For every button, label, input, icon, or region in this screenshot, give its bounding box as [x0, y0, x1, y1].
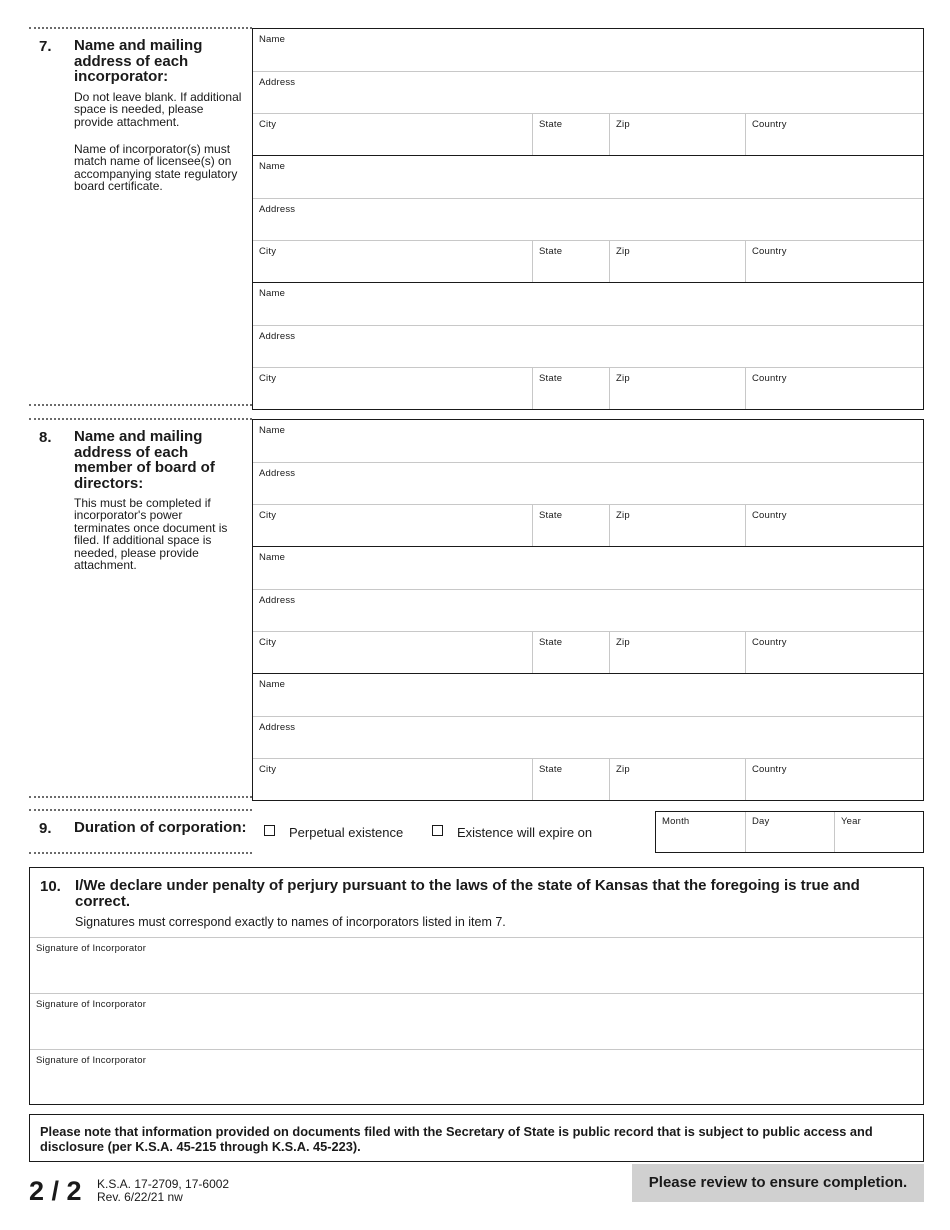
- country-field[interactable]: [745, 632, 923, 673]
- month-field[interactable]: [656, 812, 745, 852]
- country-label: Country: [752, 373, 787, 384]
- zip-field[interactable]: [609, 632, 745, 673]
- signature-field[interactable]: [30, 937, 923, 993]
- year-label: Year: [841, 816, 861, 827]
- name-field[interactable]: [253, 283, 923, 325]
- state-field[interactable]: [532, 114, 609, 155]
- city-state-zip-row: [253, 240, 923, 282]
- section-7-instructions: Do not leave blank. If additional space is needed, please provide attachment.: [74, 90, 242, 129]
- address-label: Address: [259, 722, 296, 733]
- zip-label: Zip: [616, 246, 630, 257]
- name-label: Name: [259, 34, 286, 45]
- statute-citation: [97, 1178, 229, 1203]
- name-field[interactable]: [253, 156, 923, 198]
- perpetual-existence-checkbox[interactable]: [264, 825, 275, 836]
- signature-label: Signature of Incorporator: [36, 943, 147, 954]
- zip-field[interactable]: [609, 368, 745, 409]
- zip-label: Zip: [616, 373, 630, 384]
- city-state-zip-row: [253, 758, 923, 800]
- year-field[interactable]: [834, 812, 923, 852]
- state-label: State: [539, 373, 563, 384]
- country-label: Country: [752, 246, 787, 257]
- address-field[interactable]: [253, 198, 923, 240]
- zip-label: Zip: [616, 119, 630, 130]
- declaration-note: Signatures must correspond exactly to names of incorporators listed in item 7.: [75, 915, 506, 929]
- page-number: 2 / 2: [29, 1176, 82, 1206]
- section-9-title: Duration of corporation:: [74, 819, 247, 836]
- country-field[interactable]: [745, 241, 923, 282]
- state-label: State: [539, 510, 563, 521]
- section-divider: [29, 852, 252, 854]
- section-8-title: Name and mailing address of each member of board of directors:: [74, 428, 215, 492]
- perpetual-existence-label: Perpetual existence: [289, 825, 404, 840]
- address-field[interactable]: [253, 716, 923, 758]
- declaration-box: [29, 867, 924, 1105]
- city-state-zip-row: [253, 504, 923, 546]
- state-label: State: [539, 764, 563, 775]
- section-9-number: 9.: [39, 820, 52, 837]
- state-label: State: [539, 119, 563, 130]
- section-7-title: Name and mailing address of each incorporator:: [74, 37, 203, 85]
- revision-text: Rev. 6/22/21 nw: [97, 1189, 183, 1204]
- city-state-zip-row: [253, 113, 923, 155]
- country-label: Country: [752, 510, 787, 521]
- name-field[interactable]: [253, 674, 923, 716]
- city-label: City: [259, 246, 277, 257]
- country-label: Country: [752, 119, 787, 130]
- incorporator-entry: [253, 155, 923, 282]
- incorporator-entry: [253, 282, 923, 409]
- country-field[interactable]: [745, 505, 923, 546]
- country-field[interactable]: [745, 114, 923, 155]
- city-state-zip-row: [253, 631, 923, 673]
- expire-checkbox[interactable]: [432, 825, 443, 836]
- director-entry: [253, 673, 923, 800]
- name-label: Name: [259, 288, 286, 299]
- zip-field[interactable]: [609, 759, 745, 800]
- name-label: Name: [259, 425, 286, 436]
- declaration-text: I/We declare under penalty of perjury pursuant to the laws of the state of Kansas that the foregoing is true and correct.: [75, 877, 860, 910]
- address-label: Address: [259, 77, 296, 88]
- name-label: Name: [259, 679, 286, 690]
- address-field[interactable]: [253, 589, 923, 631]
- country-field[interactable]: [745, 368, 923, 409]
- state-field[interactable]: [532, 241, 609, 282]
- zip-field[interactable]: [609, 114, 745, 155]
- section-7-note: Name of incorporator(s) must match name of licensee(s) on accompanying state regulatory board certificate.: [74, 142, 238, 194]
- public-record-notice: Please note that information provided on documents filed with the Secretary of State is public record that is subject to public access and disclosure (per K.S.A. 45-215 through K.S.A. 45-223).: [29, 1114, 924, 1162]
- section-8-instructions: This must be completed if incorporator's power terminates once document is filed. If additional space is needed, please provide attachment.: [74, 496, 228, 573]
- city-label: City: [259, 764, 277, 775]
- state-field[interactable]: [532, 505, 609, 546]
- zip-field[interactable]: [609, 241, 745, 282]
- name-label: Name: [259, 552, 286, 563]
- state-label: State: [539, 637, 563, 648]
- city-label: City: [259, 637, 277, 648]
- zip-label: Zip: [616, 637, 630, 648]
- address-label: Address: [259, 595, 296, 606]
- section-divider: [29, 809, 252, 811]
- section-divider: [29, 796, 252, 798]
- statute-text: K.S.A. 17-2709, 17-6002: [97, 1177, 230, 1191]
- zip-field[interactable]: [609, 505, 745, 546]
- director-entry: [253, 420, 923, 546]
- state-field[interactable]: [532, 632, 609, 673]
- review-button[interactable]: Please review to ensure completion.: [632, 1164, 924, 1202]
- day-field[interactable]: [745, 812, 834, 852]
- city-label: City: [259, 373, 277, 384]
- section-8-number: 8.: [39, 429, 52, 446]
- name-field[interactable]: [253, 420, 923, 462]
- state-field[interactable]: [532, 759, 609, 800]
- incorporator-grid: [252, 28, 924, 410]
- address-label: Address: [259, 204, 296, 215]
- city-label: City: [259, 119, 277, 130]
- month-label: Month: [662, 816, 690, 827]
- address-field[interactable]: [253, 71, 923, 113]
- day-label: Day: [752, 816, 770, 827]
- address-label: Address: [259, 331, 296, 342]
- name-field[interactable]: [253, 29, 923, 71]
- zip-label: Zip: [616, 764, 630, 775]
- section-divider: [29, 404, 252, 406]
- name-field[interactable]: [253, 547, 923, 589]
- city-state-zip-row: [253, 367, 923, 409]
- signature-field[interactable]: [30, 1049, 923, 1104]
- state-field[interactable]: [532, 368, 609, 409]
- section-divider: [29, 27, 252, 29]
- expire-label: Existence will expire on: [457, 825, 593, 840]
- address-field[interactable]: [253, 462, 923, 504]
- city-label: City: [259, 510, 277, 521]
- section-divider: [29, 418, 252, 420]
- directors-grid: [252, 419, 924, 801]
- country-field[interactable]: [745, 759, 923, 800]
- expiration-date-box: [655, 811, 924, 853]
- country-label: Country: [752, 764, 787, 775]
- address-field[interactable]: [253, 325, 923, 367]
- country-label: Country: [752, 637, 787, 648]
- incorporator-entry: [253, 29, 923, 155]
- state-label: State: [539, 246, 563, 257]
- signature-label: Signature of Incorporator: [36, 999, 147, 1010]
- section-10-number: 10.: [40, 878, 61, 895]
- zip-label: Zip: [616, 510, 630, 521]
- name-label: Name: [259, 161, 286, 172]
- director-entry: [253, 546, 923, 673]
- address-label: Address: [259, 468, 296, 479]
- section-7-number: 7.: [39, 38, 52, 55]
- signature-field[interactable]: [30, 993, 923, 1049]
- signature-label: Signature of Incorporator: [36, 1055, 147, 1066]
